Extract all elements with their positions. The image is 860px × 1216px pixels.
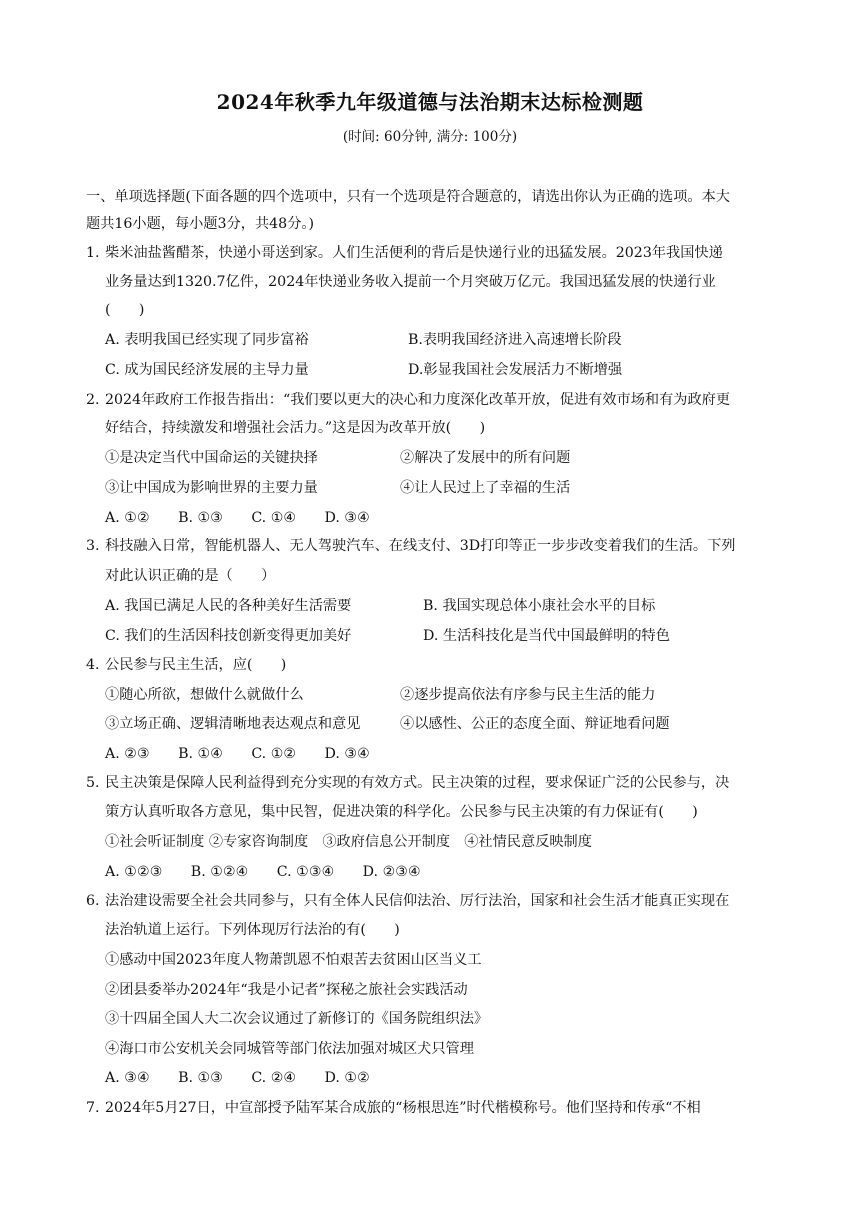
- question-text: 策方认真听取各方意见，集中民智，促进决策的科学化。公民参与民主决策的有力保证有( ): [105, 804, 698, 820]
- question-text: 柴米油盐酱醋茶，快递小哥送到家。人们生活便利的背后是快递行业的迅猛发展。2023年我国快递: [105, 245, 723, 261]
- statement-3: ③十四届全国人大二次会议通过了新修订的《国务院组织法》: [105, 1011, 489, 1027]
- question-number: 2.: [86, 392, 100, 408]
- statement-4: ④以感性、公正的态度全面、辩证地看问题: [400, 716, 670, 732]
- answer-choices: A. ③④ B. ①③ C. ②④ D. ①②: [105, 1070, 370, 1086]
- question-number: 6.: [86, 893, 100, 909]
- answer-choices: A. ①②③ B. ①②④ C. ①③④ D. ②③④: [105, 864, 421, 880]
- question-text: 2024年5月27日，中宣部授予陆军某合成旅的“杨根思连”时代楷模称号。他们坚持和传承“不相: [105, 1100, 701, 1116]
- statement-2: ②逐步提高依法有序参与民主生活的能力: [400, 687, 656, 703]
- question-text: 好结合，持续激发和增强社会活力。”这是因为改革开放( ): [105, 420, 486, 436]
- question-text: 公民参与民主生活，应( ): [105, 657, 287, 673]
- statement-1: ①感动中国2023年度人物萧凯恩不怕艰苦去贫困山区当义工: [105, 952, 482, 968]
- question-number: 7.: [86, 1100, 100, 1116]
- statement-3: ③立场正确、逻辑清晰地表达观点和意见: [105, 716, 361, 732]
- statements-line: ①社会听证制度 ②专家咨询制度 ③政府信息公开制度 ④社情民意反映制度: [105, 834, 592, 850]
- question-text: 科技融入日常，智能机器人、无人驾驶汽车、在线支付、3D打印等正一步步改变着我们的生活。下列: [105, 538, 736, 554]
- exam-time-info: (时间: 60分钟, 满分: 100分): [342, 129, 518, 145]
- statement-1: ①随心所欲，想做什么就做什么: [105, 687, 304, 703]
- statement-4: ④海口市公安机关会同城管等部门依法加强对城区犬只管理: [105, 1041, 474, 1057]
- option-c: C. 我们的生活因科技创新变得更加美好: [105, 628, 352, 644]
- option-a: A. 我国已满足人民的各种美好生活需要: [105, 598, 352, 614]
- statement-2: ②解决了发展中的所有问题: [400, 450, 571, 466]
- statement-1: ①是决定当代中国命运的关键抉择: [105, 450, 318, 466]
- statement-3: ③让中国成为影响世界的主要力量: [105, 480, 318, 496]
- section-heading-line-1: 一、单项选择题(下面各题的四个选项中，只有一个选项是符合题意的，请选出你认为正确的选项。本大: [86, 189, 730, 205]
- question-number: 3.: [86, 538, 100, 554]
- question-number: 5.: [86, 775, 100, 791]
- option-d: D.彰显我国社会发展活力不断增强: [408, 362, 623, 378]
- answer-blank: ( ): [105, 302, 145, 318]
- question-number: 1.: [86, 245, 100, 261]
- statement-2: ②团县委举办2024年“我是小记者”探秘之旅社会实践活动: [105, 982, 468, 998]
- answer-choices: A. ②③ B. ①④ C. ①② D. ③④: [105, 746, 370, 762]
- question-text: 业务量达到1320.7亿件，2024年快递业务收入提前一个月突破万亿元。我国迅猛发展的快递行业: [105, 274, 716, 290]
- page-title: 2024年秋季九年级道德与法治期末达标检测题: [216, 90, 644, 114]
- question-text: 民主决策是保障人民利益得到充分实现的有效方式。民主决策的过程，要求保证广泛的公民参与，决: [105, 775, 730, 791]
- section-heading-line-2: 题共16小题，每小题3分，共48分。): [86, 216, 315, 232]
- question-text: 2024年政府工作报告指出：“我们要以更大的决心和力度深化改革开放，促进有效市场和有为政府更: [105, 392, 731, 408]
- question-number: 4.: [86, 657, 100, 673]
- option-b: B. 我国实现总体小康社会水平的目标: [423, 598, 656, 614]
- question-text: 法治轨道上运行。下列体现厉行法治的有( ): [105, 922, 400, 938]
- option-d: D. 生活科技化是当代中国最鲜明的特色: [423, 628, 670, 644]
- question-text: 法治建设需要全社会共同参与，只有全体人民信仰法治、厉行法治，国家和社会生活才能真正实现在: [105, 893, 730, 909]
- statement-4: ④让人民过上了幸福的生活: [400, 480, 571, 496]
- option-b: B.表明我国经济进入高速增长阶段: [408, 332, 622, 348]
- option-a: A. 表明我国已经实现了同步富裕: [105, 332, 309, 348]
- question-text: 对此认识正确的是（ ）: [105, 568, 276, 584]
- option-c: C. 成为国民经济发展的主导力量: [105, 362, 309, 378]
- answer-choices: A. ①② B. ①③ C. ①④ D. ③④: [105, 510, 370, 526]
